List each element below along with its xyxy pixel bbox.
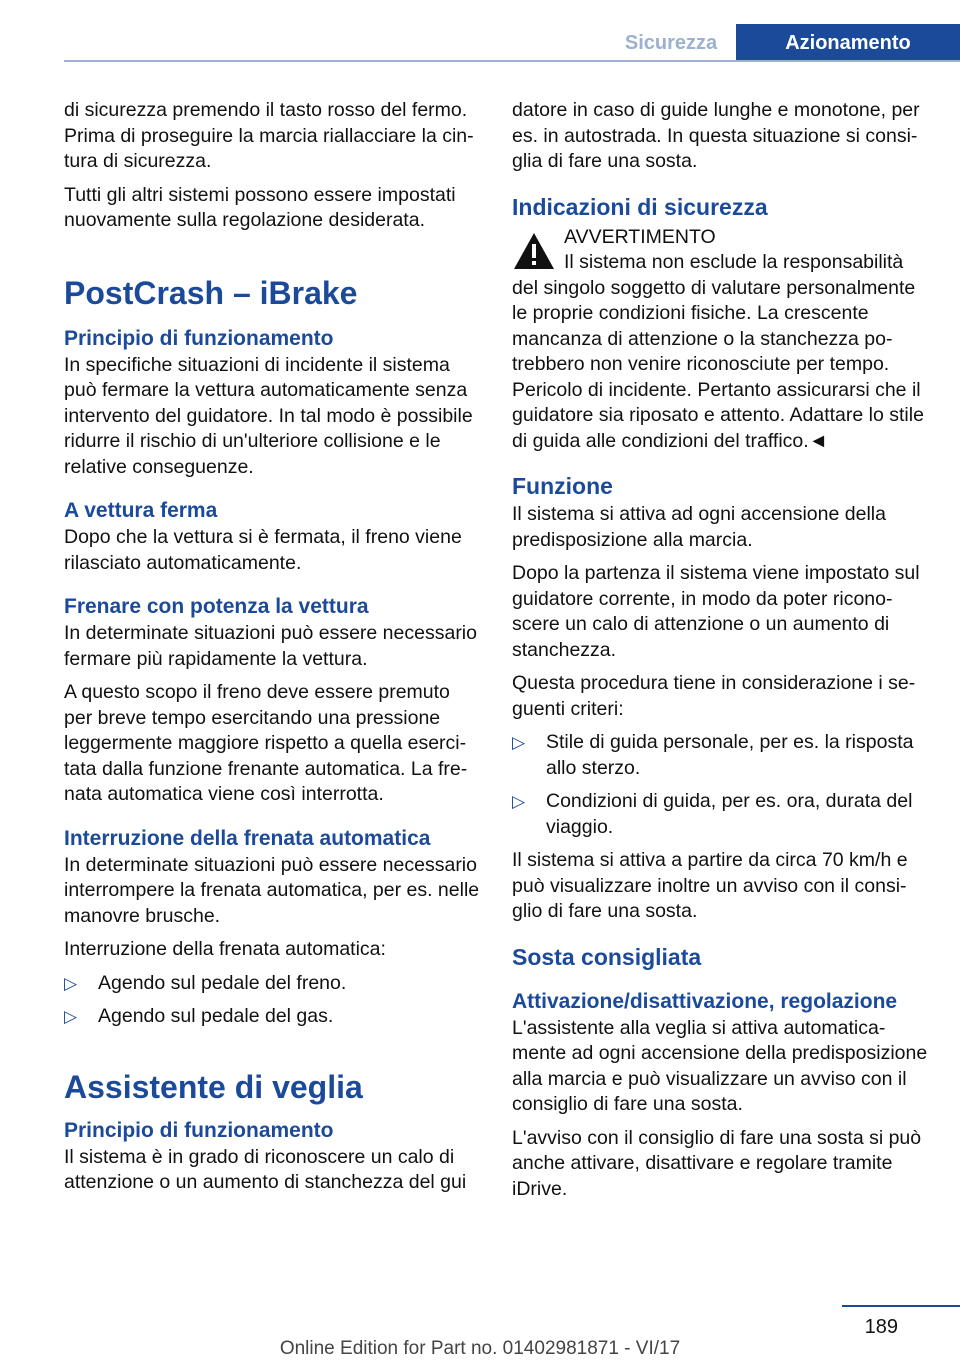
subsection-title: Attivazione/disattivazione, regolazione [512,989,898,1013]
subsection-title: Frenare con potenza la vettura [64,595,369,618]
paragraph: L'avviso con il consiglio di fare una sosta si può anche attivare, disattivare e regolare tramite iDrive. [512,1126,922,1200]
header-section-tab: Sicurezza [624,31,718,54]
paragraph: In determinate situazioni può essere necessario fermare più rapidamente la vettura. [64,622,477,670]
list-item-text: Agendo sul pedale del freno. [98,971,347,994]
section-title-postcrash: PostCrash – iBrake [64,274,358,311]
paragraph: datore in caso di guide lunghe e monotone, per es. in autostrada. In questa situazione si consiglia di fare una sosta. [512,99,920,172]
section-title-assistente: Assistente di veglia [64,1068,363,1105]
warning-title: AVVERTIMENTO [564,225,716,248]
bullet-icon: ▷ [64,1007,78,1026]
bullet-icon: ▷ [512,733,526,752]
bullet-list [64,971,482,1030]
edition-footer: Online Edition for Part no. 01402981871 - VI/17 [279,1338,681,1359]
bullet-icon: ▷ [64,973,78,993]
subsection-title: Funzione [512,473,613,499]
list-item [64,1004,482,1030]
subsection-title: Interruzione della frenata automatica [64,826,431,850]
page-number: 189 [864,1316,898,1338]
list-item [64,971,482,997]
subsection-title: Principio di funzionamento [64,326,334,350]
paragraph: Questa procedura tiene in considerazione i seguenti criteri: [512,672,916,720]
paragraph: Interruzione della frenata automatica: [64,938,386,960]
warning-triangle-icon [512,231,556,271]
subsection-title: Indicazioni di sicurezza [512,193,768,220]
header-divider [64,60,960,62]
paragraph: A questo scopo il freno deve essere premuto per breve tempo esercitando una pressione leggermente maggiore rispetto a quella esercitata dalla funzione frenante automatica. La frenata automatica viene così interrotta. [64,681,468,805]
paragraph: di sicurezza premendo il tasto rosso del fermo. Prima di proseguire la marcia riallacciare la cintura di sicurezza. [64,99,474,172]
paragraph: Il sistema si attiva a partire da circa 70 km/h e può visualizzare inoltre un avviso con il consiglio di fare una sosta. [512,849,908,922]
paragraph: Dopo la partenza il sistema viene impostato sul guidatore corrente, in modo da poter riconoscere un calo di attenzione o un aumento di stanchezza. [512,562,920,661]
list-item-text: Condizioni di guida, per es. ora, durata del viaggio. [546,790,913,838]
paragraph: Il sistema si attiva ad ogni accensione della predisposizione alla marcia. [512,503,886,551]
footer-divider [842,1305,960,1307]
paragraph: Tutti gli altri sistemi possono essere impostati nuovamente sulla regolazione desiderata. [64,183,456,231]
list-item [512,789,930,840]
paragraph: In specifiche situazioni di incidente il sistema può fermare la vettura automaticamente senza intervento del guidatore. In tal modo è possibile ridurre il rischio di un'ulteriore collisione e le relative conseguenze. [64,353,473,478]
paragraph: L'assistente alla veglia si attiva automaticamente ad ogni accensione della predisposizione alla marcia e può visualizzare un avviso con il consiglio di fare una sosta. [512,1016,928,1115]
header-chapter-tab: Azionamento [736,24,960,62]
warning-body: Il sistema non esclude la responsabilità del singolo soggetto di valutare personalmente le proprie condizioni fisiche. La crescente mancanza di attenzione o la stanchezza potrebbero non venire riconosciute per tempo. Pericolo di incidente. Pertanto assicurarsi che il guidatore sia riposato e attento. Adattare lo stile di guida alle condizioni del traffico.◄ [512,251,924,452]
bullet-list [512,730,930,840]
subsection-title: Sosta consigliata [512,943,702,970]
bullet-icon: ▷ [512,792,526,811]
right-column [512,98,930,1210]
subsection-title: A vettura ferma [64,499,218,522]
paragraph: Il sistema è in grado di riconoscere un calo di attenzione o un aumento di stanchezza del gui [64,1145,467,1193]
list-item-text: Agendo sul pedale del gas. [98,1005,334,1027]
list-item [512,730,930,781]
left-column [64,98,482,1204]
warning-text [512,250,930,454]
subsection-title: Principio di funzionamento [64,1118,334,1142]
paragraph: Dopo che la vettura si è fermata, il freno viene rilasciato automaticamente. [64,526,462,574]
paragraph: In determinate situazioni può essere necessario interrompere la frenata automatica, per es. nelle manovre brusche. [64,853,480,927]
warning-box [512,225,930,455]
list-item-text: Stile di guida personale, per es. la risposta allo sterzo. [546,731,914,779]
